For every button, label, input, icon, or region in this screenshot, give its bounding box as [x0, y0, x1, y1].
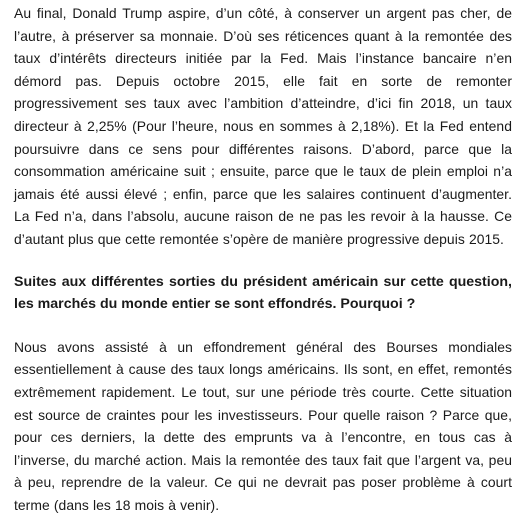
article-paragraph-2: Nous avons assisté à un effondrement général des Bourses mondiales essentiellement à cause des taux longs américains. Ils sont, en effet, remontés extrêmement rapidement. Le tout, sur une période très courte. Cette situation est source de craintes pour les investisseurs. Pour quelle raison ? Parce que, pour ces derniers, la dette des emprunts va à l’encontre, en tous cas à l’inverse, du marché action. Mais la remontée des taux fait que l’argent va, peu à peu, reprendre de la valeur. Ce qui ne devrait pas poser problème à court terme (dans les 18 mois à venir).: [14, 338, 512, 513]
article-paragraph-1: Au final, Donald Trump aspire, d’un côté, à conserver un argent pas cher, de l’autre, à préserver sa monnaie. D’où ses réticences quant à la remontée des taux d’intérêts directeurs initiée par la Fed. Mais l’instance bancaire n’en démord pas. Depuis octobre 2015, elle fait en sorte de remonter progressivement ses taux avec l’ambition d’atteindre, d’ici fin 2018, un taux directeur à 2,25% (Pour l’heure, nous en sommes à 2,18%). Et la Fed entend poursuivre dans ce sens pour différentes raisons. D’abord, parce que la consommation américaine suit ; ensuite, parce que le taux de plein emploi n’a jamais été aussi élevé ; enfin, parce que les salaires continuent d’augmenter. La Fed n’a, dans l’absolu, aucune raison de ne pas les revoir à la hausse. Ce d’autant plus que cette remontée s’opère de manière progressive depuis 2015.: [14, 5, 512, 247]
interview-question: Suites aux différentes sorties du président américain sur cette question, les marchés du monde entier se sont effondrés. Pourquoi ?: [14, 273, 512, 313]
